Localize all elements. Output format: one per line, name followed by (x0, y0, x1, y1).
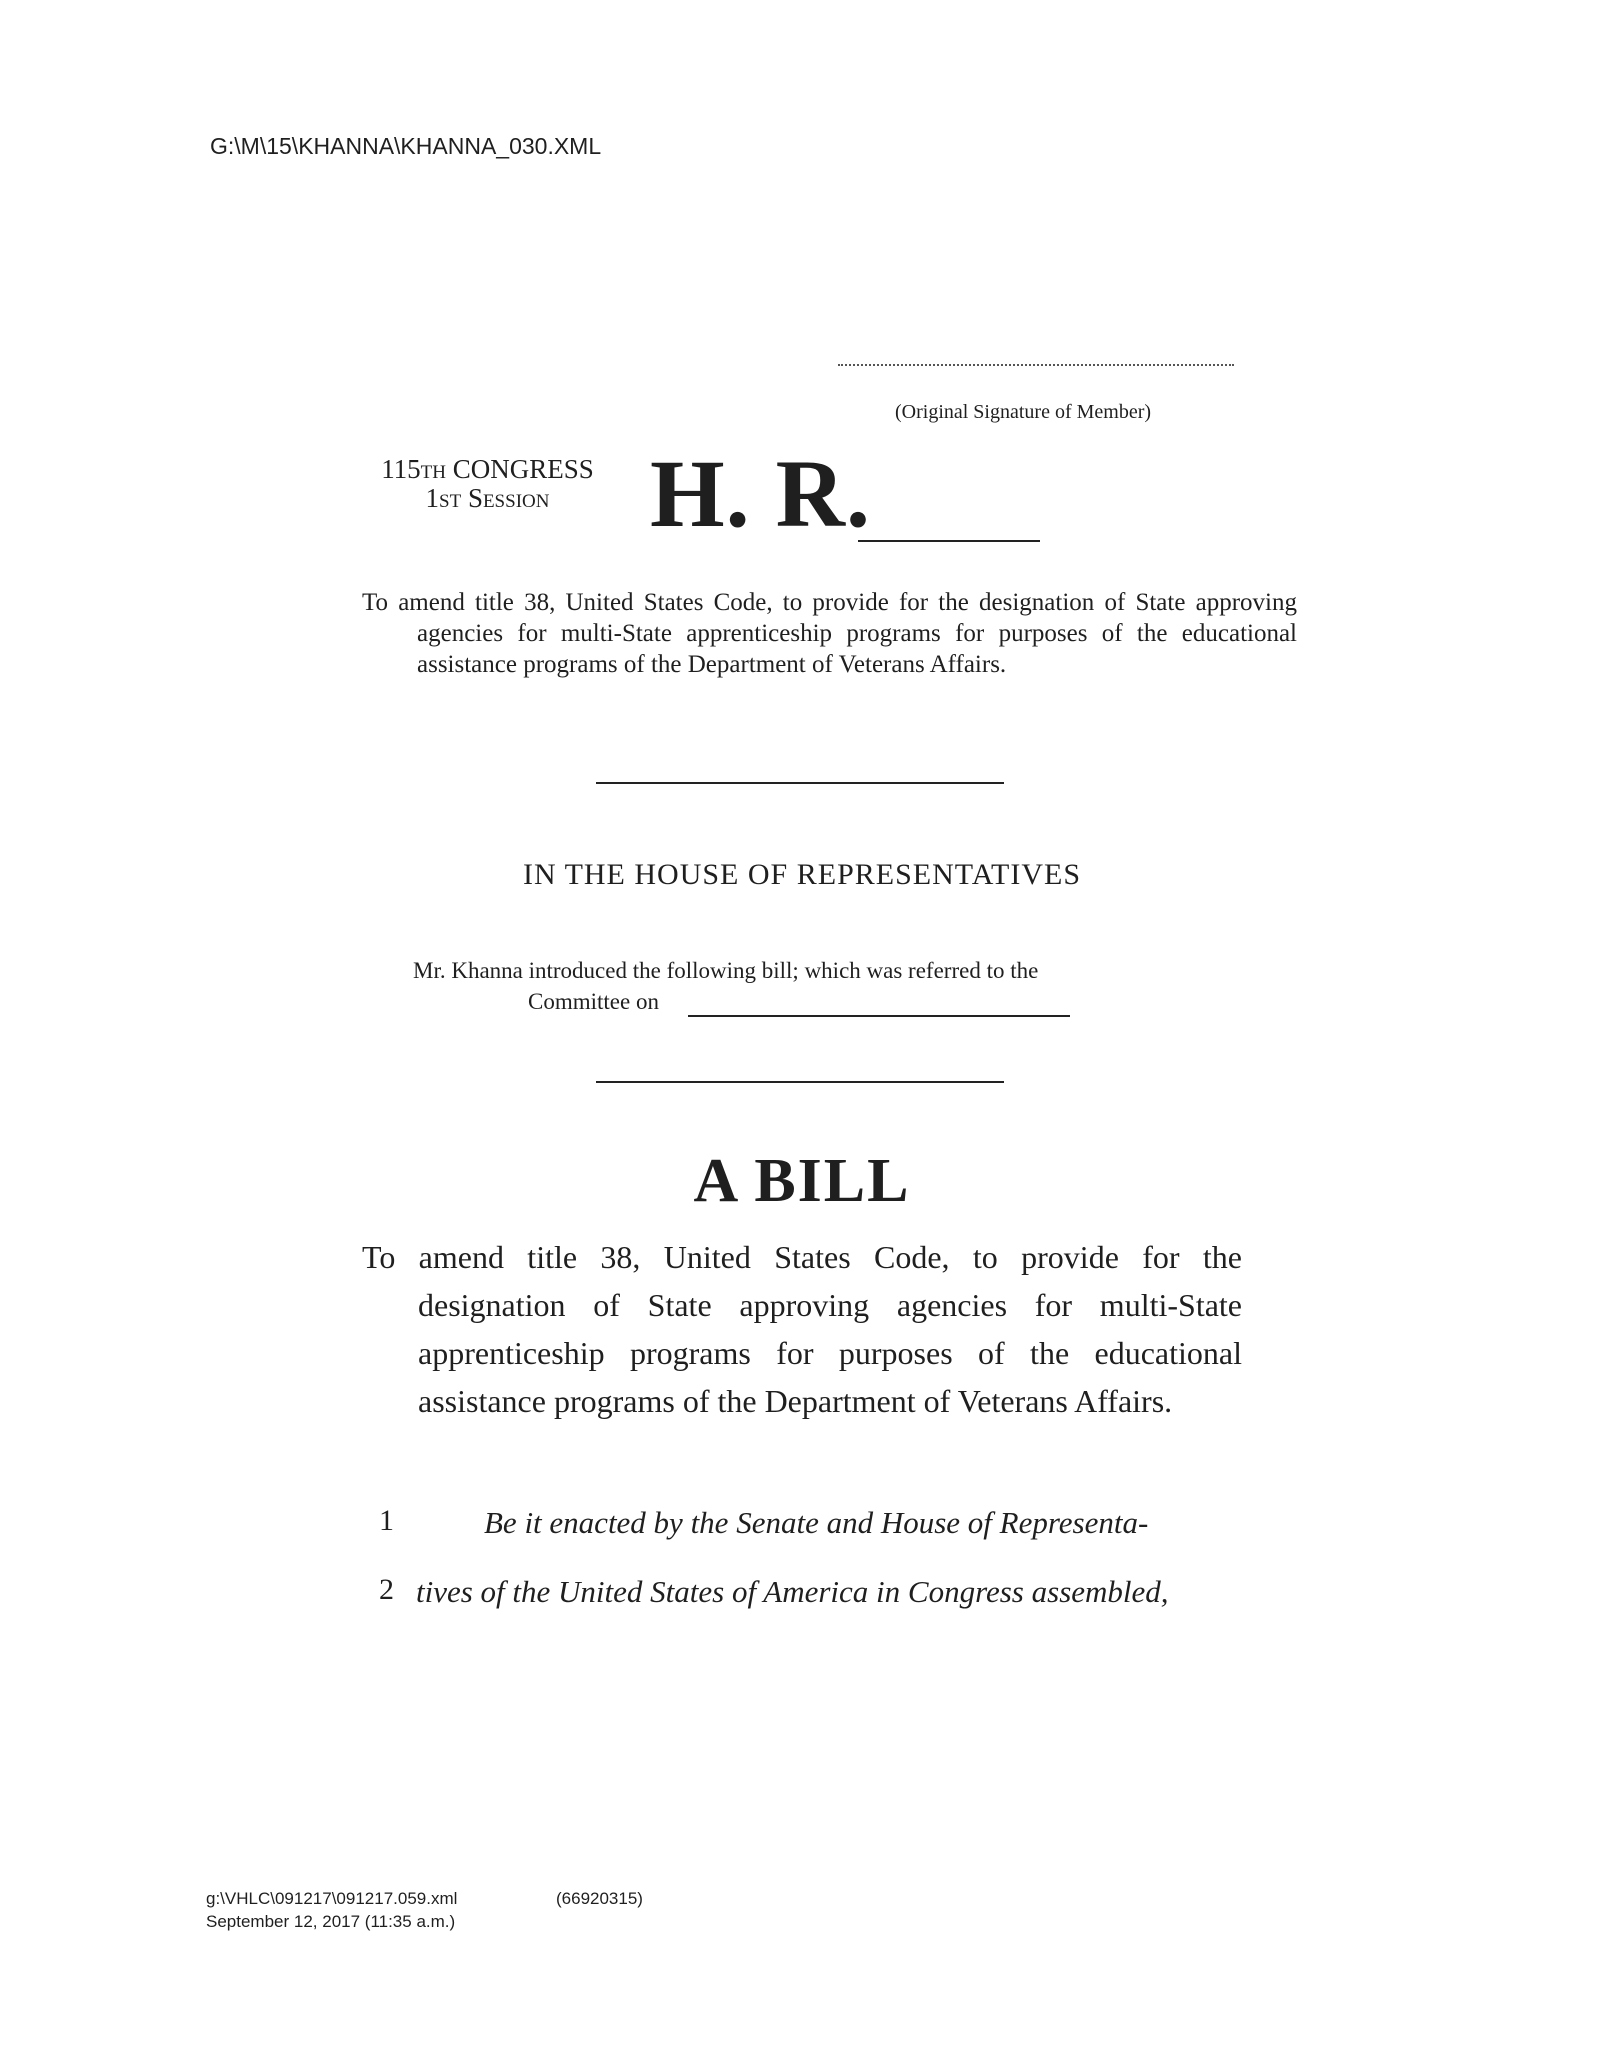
congress-number: 115th CONGRESS (381, 454, 594, 484)
divider-rule (596, 782, 1004, 784)
committee-blank (688, 1015, 1070, 1017)
chamber-heading: IN THE HOUSE OF REPRESENTATIVES (522, 858, 1082, 891)
footer-date: September 12, 2017 (11:35 a.m.) (206, 1912, 456, 1931)
signature-line (838, 364, 1234, 366)
session-label: 1st Session (425, 483, 550, 513)
long-title: To amend title 38, United States Code, to provide for the designation of State approving agencies for multi-State apprenticeship programs for purposes of the educational assistance programs of the Department of Veterans Affairs. (362, 1239, 1242, 1419)
bill-number-blank (858, 540, 1040, 542)
line-number: 2 (379, 1573, 394, 1606)
short-title: To amend title 38, United States Code, to provide for the designation of State approving agencies for multi-State apprenticeship programs for purposes of the educational assistance programs of the Department of Veterans Affairs. (362, 589, 1297, 678)
line-number: 1 (379, 1504, 394, 1537)
bill-designation: H. R. (650, 440, 871, 547)
file-path-header: G:\M\15\KHANNA\KHANNA_030.XML (210, 133, 602, 159)
congress-session-block (365, 455, 610, 513)
enacting-clause-line: tives of the United States of America in Congress assembled, (416, 1574, 1169, 1609)
signature-caption: (Original Signature of Member) (895, 401, 1152, 423)
committee-label: Committee on (528, 989, 659, 1014)
footer-file-path: g:\VHLC\091217\091217.059.xml (206, 1889, 458, 1908)
enacting-clause-line: Be it enacted by the Senate and House of Representa- (484, 1505, 1149, 1540)
footer-document-id: (66920315) (556, 1889, 643, 1908)
bill-heading: A BILL (693, 1147, 911, 1215)
divider-rule (596, 1081, 1004, 1083)
introduction-line: Mr. Khanna introduced the following bill; which was referred to the (413, 958, 1039, 983)
